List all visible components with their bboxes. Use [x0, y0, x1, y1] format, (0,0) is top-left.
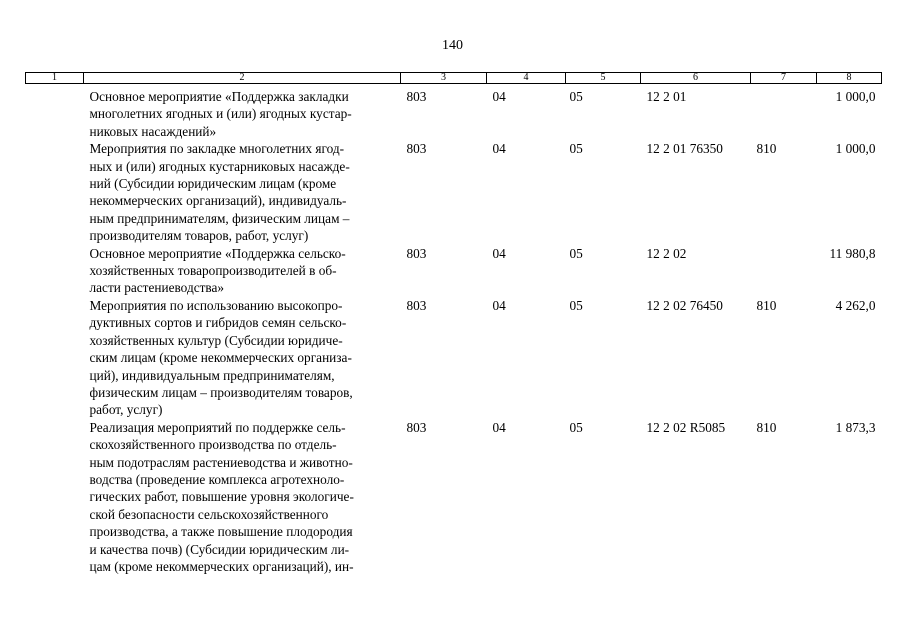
item-name-cell — [84, 245, 401, 297]
ministry-code-cell: 803 — [406, 141, 427, 157]
expense-type-cell — [751, 245, 817, 297]
item-name-cell — [84, 140, 401, 244]
section-code-cell: 04 — [492, 141, 506, 157]
column-number-header: 3 — [401, 73, 487, 84]
table-row — [26, 297, 882, 419]
item-name-line: Реализация мероприятий по поддержке сель- — [89, 419, 346, 435]
target-article-cell: 12 2 02 R5085 — [646, 419, 726, 435]
ministry-code-cell: 803 — [406, 89, 427, 104]
item-name-line: некоммерческих организаций), индивидуаль- — [89, 193, 347, 209]
row-number-cell — [26, 419, 84, 576]
item-name-line: Мероприятия по закладке многолетних ягод- — [89, 141, 345, 157]
subsection-code-cell: 05 — [569, 89, 583, 104]
item-name-line: ным подотраслям растениеводства и животно- — [89, 454, 353, 470]
column-number-header: 5 — [566, 73, 641, 84]
item-name-line: ским лицам (кроме некоммерческих организа- — [89, 350, 352, 366]
subsection-code-cell: 05 — [569, 297, 583, 313]
item-name-line: дуктивных сортов и гибридов семян сельско- — [89, 315, 347, 331]
section-code-cell: 04 — [492, 89, 506, 104]
target-article-cell: 12 2 01 76350 — [646, 141, 723, 157]
item-name-line: работ, услуг) — [89, 402, 163, 418]
table-body — [26, 84, 882, 576]
amount-cell: 4 262,0 — [835, 297, 876, 313]
budget-table — [25, 72, 882, 575]
item-name-cell — [84, 84, 401, 141]
item-name-line: ций), индивидуальным предпринимателям, — [89, 367, 335, 383]
item-name-line: многолетних ягодных и (или) ягодных кустар- — [89, 106, 352, 122]
item-name-line: ласти растениеводства» — [89, 280, 225, 296]
item-name-line: хозяйственных товаропроизводителей в об- — [89, 263, 337, 279]
target-article-cell: 12 2 02 76450 — [646, 297, 723, 313]
column-number-header: 4 — [487, 73, 566, 84]
section-code-cell: 04 — [492, 245, 506, 261]
section-code-cell: 04 — [492, 419, 506, 435]
column-number-header: 7 — [751, 73, 817, 84]
table-header — [26, 73, 882, 84]
page-number: 140 — [442, 38, 463, 53]
subsection-code-cell: 05 — [569, 141, 583, 157]
target-article-cell: 12 2 02 — [646, 245, 687, 261]
item-name-line: Основное мероприятие «Поддержка сельско- — [89, 245, 346, 261]
ministry-code-cell: 803 — [406, 245, 427, 261]
row-number-cell — [26, 297, 84, 419]
subsection-code-cell: 05 — [569, 419, 583, 435]
item-name-line: производителям товаров, работ, услуг) — [89, 228, 309, 244]
item-name-line: хозяйственных культур (Субсидии юридиче- — [89, 332, 343, 348]
expense-type-cell — [751, 84, 817, 141]
item-name-line: никовых насаждений» — [89, 123, 217, 139]
expense-type-cell: 810 — [756, 141, 777, 157]
item-name-line: гических работ, повышение уровня экологиче- — [89, 489, 354, 505]
table-row — [26, 245, 882, 297]
item-name-line: и качества почв) (Субсидии юридическим ли- — [89, 541, 350, 557]
table-row — [26, 84, 882, 141]
item-name-line: ний (Субсидии юридическим лицам (кроме — [89, 176, 337, 192]
subsection-code-cell: 05 — [569, 245, 583, 261]
column-number-header: 1 — [26, 73, 84, 84]
item-name-cell — [84, 419, 401, 576]
ministry-code-cell: 803 — [406, 297, 427, 313]
table-row — [26, 140, 882, 244]
row-number-cell — [26, 245, 84, 297]
amount-cell: 1 873,3 — [835, 419, 876, 435]
row-number-cell — [26, 84, 84, 141]
column-number-header: 6 — [641, 73, 751, 84]
item-name-line: ных и (или) ягодных кустарниковых насажде- — [89, 158, 350, 174]
column-number-header: 8 — [817, 73, 882, 84]
column-number-header: 2 — [84, 73, 401, 84]
expense-type-cell: 810 — [756, 297, 777, 313]
item-name-line: скохозяйственного производства по отдель- — [89, 437, 337, 453]
amount-cell: 1 000,0 — [835, 141, 876, 157]
section-code-cell: 04 — [492, 297, 506, 313]
row-number-cell — [26, 140, 84, 244]
amount-cell: 1 000,0 — [835, 89, 876, 104]
item-name-line: ным предпринимателям, физическим лицам – — [89, 210, 350, 226]
header-row — [26, 73, 882, 84]
item-name-line: цам (кроме некоммерческих организаций), ин- — [89, 558, 354, 574]
item-name-line: производства, а также повышение плодородия — [89, 524, 353, 540]
ministry-code-cell: 803 — [406, 419, 427, 435]
item-name-line: водства (проведение комплекса агротехноло- — [89, 471, 345, 487]
amount-cell: 11 980,8 — [829, 245, 876, 261]
target-article-cell: 12 2 01 — [646, 89, 687, 104]
table-row — [26, 419, 882, 576]
item-name-cell — [84, 297, 401, 419]
item-name-line: Мероприятия по использованию высокопро- — [89, 297, 343, 313]
item-name-line: ской безопасности сельскохозяйственного — [89, 506, 329, 522]
item-name-line: Основное мероприятие «Поддержка закладки — [89, 89, 349, 104]
expense-type-cell: 810 — [756, 419, 777, 435]
item-name-line: физическим лицам – производителям товаров, — [89, 384, 353, 400]
